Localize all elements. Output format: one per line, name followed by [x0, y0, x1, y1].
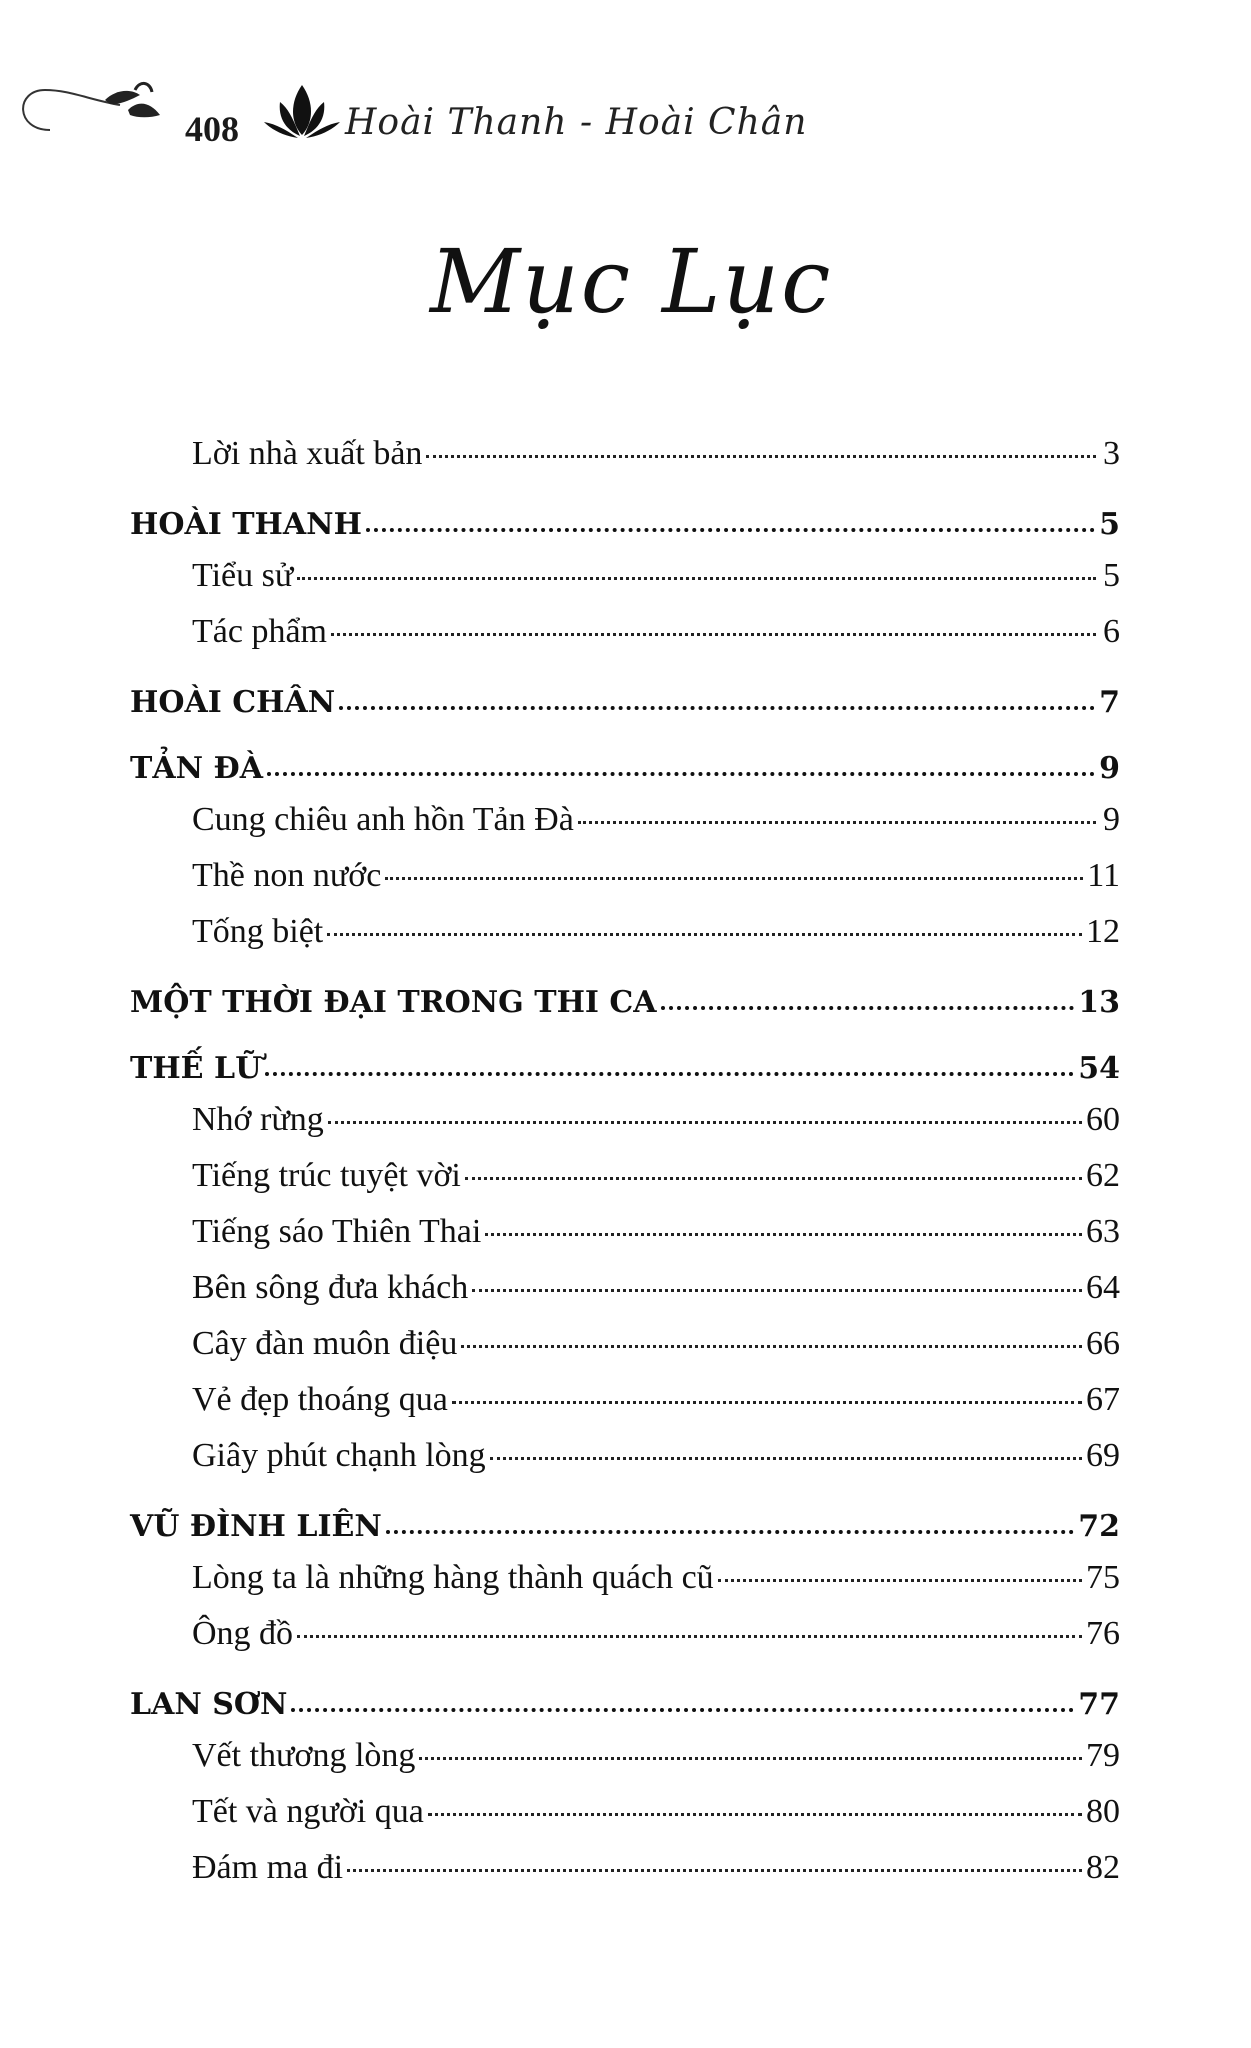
- dot-leader: [465, 1177, 1082, 1180]
- toc-entry: [130, 857, 1120, 913]
- toc-entry-page: 67: [1086, 1381, 1120, 1418]
- toc-entry-label: THẾ LỮ: [130, 1050, 262, 1086]
- toc-section-entry: [130, 1035, 1120, 1101]
- toc-entry: [130, 913, 1120, 969]
- toc-entry-page: 6: [1103, 613, 1120, 650]
- toc-entry-page: 12: [1086, 913, 1120, 950]
- dot-leader: [265, 1072, 1074, 1076]
- toc-entry-label: Ông đồ: [192, 1615, 294, 1652]
- toc-section-entry: [130, 491, 1120, 557]
- toc-entry: [130, 1849, 1120, 1905]
- toc-entry-label: TẢN ĐÀ: [130, 750, 263, 786]
- toc-entry: [130, 1737, 1120, 1793]
- toc-entry-page: 11: [1087, 857, 1120, 894]
- dot-leader: [328, 1121, 1082, 1124]
- toc-entry: [130, 1559, 1120, 1615]
- dot-leader: [419, 1757, 1082, 1760]
- toc-entry: [130, 1101, 1120, 1157]
- dot-leader: [490, 1457, 1082, 1460]
- dot-leader: [297, 577, 1096, 580]
- toc-entry-label: Giây phút chạnh lòng: [192, 1437, 486, 1474]
- toc-entry-page: 62: [1086, 1157, 1120, 1194]
- toc-entry: [130, 1381, 1120, 1437]
- toc-entry-page: 66: [1086, 1325, 1120, 1362]
- dot-leader: [426, 455, 1096, 458]
- toc-entry-page: 63: [1086, 1213, 1120, 1250]
- toc-entry-page: 9: [1099, 750, 1120, 786]
- toc-section-entry: [130, 1671, 1120, 1737]
- table-of-contents: [130, 435, 1120, 1905]
- toc-entry-label: Vẻ đẹp thoáng qua: [192, 1381, 448, 1418]
- flourish-ornament-icon: [10, 60, 180, 150]
- running-title: Hoài Thanh - Hoài Chân: [345, 102, 808, 143]
- toc-entry-page: 3: [1103, 435, 1120, 472]
- toc-entry-page: 72: [1078, 1508, 1120, 1544]
- toc-entry-page: 76: [1086, 1615, 1120, 1652]
- toc-entry-label: Tiếng sáo Thiên Thai: [192, 1213, 482, 1250]
- dot-leader: [339, 706, 1095, 710]
- toc-entry-label: Cây đàn muôn điệu: [192, 1325, 458, 1362]
- lotus-ornament-icon: [262, 80, 342, 150]
- dot-leader: [385, 877, 1083, 880]
- page-number: 408: [185, 109, 239, 149]
- toc-entry-page: 77: [1078, 1686, 1120, 1722]
- toc-section-entry: [130, 1493, 1120, 1559]
- dot-leader: [485, 1233, 1082, 1236]
- toc-entry: [130, 1437, 1120, 1493]
- toc-entry: [130, 435, 1120, 491]
- dot-leader: [661, 1006, 1075, 1010]
- toc-entry-page: 60: [1086, 1101, 1120, 1138]
- toc-entry-page: 9: [1103, 801, 1120, 838]
- toc-entry-page: 5: [1103, 557, 1120, 594]
- toc-entry-page: 7: [1099, 684, 1120, 720]
- toc-entry-page: 5: [1099, 506, 1120, 542]
- toc-entry: [130, 1157, 1120, 1213]
- toc-section-entry: [130, 969, 1120, 1035]
- toc-entry: [130, 1325, 1120, 1381]
- dot-leader: [291, 1708, 1074, 1712]
- toc-entry-label: HOÀI THANH: [130, 506, 362, 542]
- toc-entry-label: Cung chiêu anh hồn Tản Đà: [192, 801, 574, 838]
- toc-entry-page: 64: [1086, 1269, 1120, 1306]
- dot-leader: [331, 633, 1096, 636]
- toc-entry: [130, 1213, 1120, 1269]
- dot-leader: [452, 1401, 1082, 1404]
- toc-entry-label: Bên sông đưa khách: [192, 1269, 469, 1306]
- toc-entry-label: Tết và người qua: [192, 1793, 424, 1830]
- dot-leader: [461, 1345, 1082, 1348]
- toc-entry-label: Thề non nước: [192, 857, 382, 894]
- toc-entry-label: Lời nhà xuất bản: [192, 435, 423, 472]
- toc-entry-label: HOÀI CHÂN: [130, 684, 336, 720]
- dot-leader: [578, 821, 1096, 824]
- toc-entry-label: Tiểu sử: [192, 557, 294, 594]
- toc-entry-page: 69: [1086, 1437, 1120, 1474]
- dot-leader: [428, 1813, 1082, 1816]
- toc-entry-label: MỘT THỜI ĐẠI TRONG THI CA: [130, 984, 657, 1020]
- toc-entry-label: VŨ ĐÌNH LIÊN: [130, 1508, 382, 1544]
- page-title: Mục Lục: [430, 230, 833, 333]
- toc-entry: [130, 1793, 1120, 1849]
- toc-section-entry: [130, 669, 1120, 735]
- toc-entry: [130, 1269, 1120, 1325]
- toc-entry-page: 79: [1086, 1737, 1120, 1774]
- toc-entry-label: Nhớ rừng: [192, 1101, 324, 1138]
- toc-entry-label: Đám ma đi: [192, 1849, 344, 1886]
- toc-entry: [130, 613, 1120, 669]
- dot-leader: [347, 1869, 1082, 1872]
- toc-entry-label: Tống biệt: [192, 913, 324, 950]
- toc-entry: [130, 1615, 1120, 1671]
- toc-entry-page: 13: [1078, 984, 1120, 1020]
- toc-entry: [130, 557, 1120, 613]
- toc-entry-page: 82: [1086, 1849, 1120, 1886]
- dot-leader: [327, 933, 1082, 936]
- dot-leader: [718, 1579, 1082, 1582]
- toc-entry-label: LAN SƠN: [130, 1686, 288, 1722]
- toc-entry-label: Tiếng trúc tuyệt vời: [192, 1157, 461, 1194]
- toc-section-entry: [130, 735, 1120, 801]
- toc-entry-page: 75: [1086, 1559, 1120, 1596]
- dot-leader: [297, 1635, 1082, 1638]
- toc-entry-label: Vết thương lòng: [192, 1737, 416, 1774]
- dot-leader: [386, 1530, 1074, 1534]
- toc-entry-page: 54: [1078, 1050, 1120, 1086]
- toc-entry-label: Tác phẩm: [192, 613, 327, 650]
- page-header: [0, 40, 1251, 160]
- toc-entry-label: Lòng ta là những hàng thành quách cũ: [192, 1559, 714, 1596]
- dot-leader: [472, 1289, 1082, 1292]
- toc-entry-page: 80: [1086, 1793, 1120, 1830]
- dot-leader: [267, 772, 1095, 776]
- toc-entry: [130, 801, 1120, 857]
- dot-leader: [366, 528, 1095, 532]
